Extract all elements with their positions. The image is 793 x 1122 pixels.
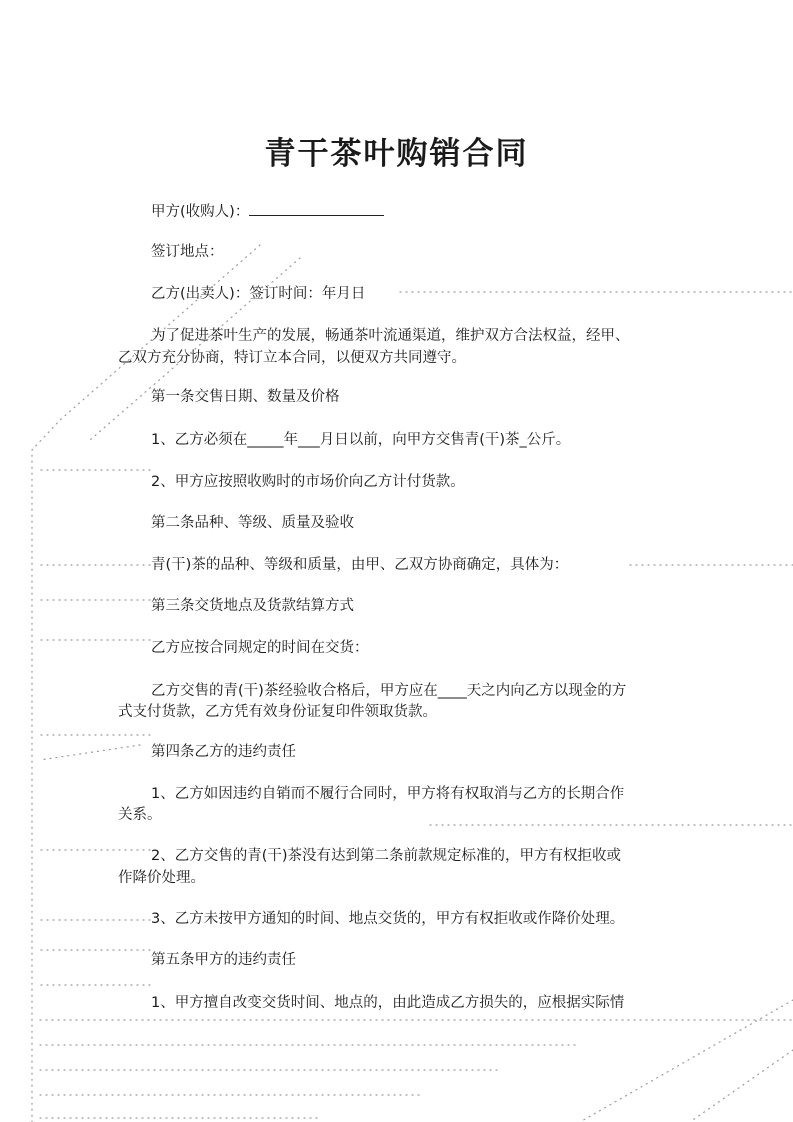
article4-item2-line1: 2、乙方交售的青(干)茶没有达到第二条前款规定标准的，甲方有权拒收或 xyxy=(151,848,622,864)
article4-heading: 第四条乙方的违约责任 xyxy=(151,744,296,760)
article5-item1: 1、甲方擅自改变交货时间、地点的，由此造成乙方损失的，应根据实际情 xyxy=(151,995,625,1011)
preamble-line-2: 乙双方充分协商，特订立本合同，以便双方共同遵守。 xyxy=(118,350,466,366)
article4-item1-line1: 1、乙方如因违约自销而不履行合同时，甲方将有权取消与乙方的长期合作 xyxy=(151,786,625,802)
preamble-line-1: 为了促进茶叶生产的发展，畅通茶叶流通渠道，维护双方合法权益，经甲、 xyxy=(151,328,630,344)
party-b-line: 乙方(出卖人)：签订时间：年月日 xyxy=(151,286,366,302)
party-a-line xyxy=(151,201,384,222)
article3-text1: 乙方应按合同规定的时间在交货： xyxy=(151,640,369,656)
party-a-label: 甲方(收购人)： xyxy=(151,204,250,220)
article1-item2: 2、甲方应按照收购时的市场价向乙方计付货款。 xyxy=(151,474,465,490)
article1-item1: 1、乙方必须在_____年___月日以前，向甲方交售青(干)茶_公斤。 xyxy=(151,432,571,448)
article5-heading: 第五条甲方的违约责任 xyxy=(151,952,296,968)
article4-item3: 3、乙方未按甲方通知的时间、地点交货的，甲方有权拒收或作降价处理。 xyxy=(151,911,625,927)
party-a-blank xyxy=(249,201,384,216)
article4-item2-line2: 作降价处理。 xyxy=(118,870,205,886)
article1-heading: 第一条交售日期、数量及价格 xyxy=(151,389,340,405)
document-title: 青干茶叶购销合同 xyxy=(264,136,529,172)
article4-item1-line2: 关系。 xyxy=(118,807,162,823)
article3-text2-line1: 乙方交售的青(干)茶经验收合格后，甲方应在____天之内向乙方以现金的方 xyxy=(151,683,627,699)
article3-text2-line2: 式支付货款，乙方凭有效身份证复印件领取货款。 xyxy=(118,704,437,720)
article3-heading: 第三条交货地点及货款结算方式 xyxy=(151,598,354,614)
sign-place: 签订地点： xyxy=(151,244,224,260)
article2-text: 青(干)茶的品种、等级和质量，由甲、乙双方协商确定，具体为： xyxy=(151,557,569,573)
article2-heading: 第二条品种、等级、质量及验收 xyxy=(151,515,354,531)
